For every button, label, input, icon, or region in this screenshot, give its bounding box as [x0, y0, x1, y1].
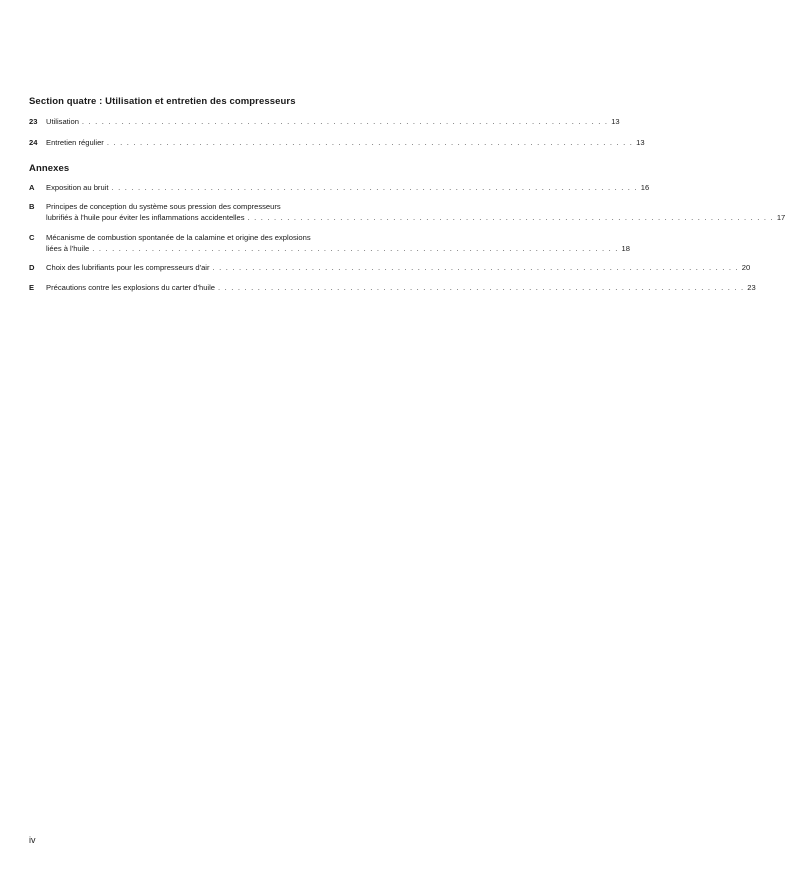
entry-page: 18 [621, 244, 630, 253]
entry-number: 24 [29, 138, 38, 147]
entry-title: Entretien régulier [46, 138, 104, 147]
entry-page: 16 [640, 183, 650, 192]
entry-title-line2: lubrifiés à l'huile pour éviter les inflammations accidentelles [46, 213, 245, 222]
entry-page: 13 [611, 117, 620, 126]
toc-entry-annex-b [29, 201, 785, 223]
toc-entry-annex-d [29, 262, 751, 273]
toc-entry-24 [29, 137, 645, 148]
entry-title: Précautions contre les explosions du carter d'huile [46, 283, 216, 292]
entry-number: C [29, 233, 35, 242]
dot-leader: . . . . . . . . . . . . . . . . . . . . . . . . . . . . . . . . . . . . . . . . . . . . . . . . . . . . . . . . . . . . . . . . . . . . . . . . . . . . . . . . [92, 244, 619, 253]
entry-number: E [29, 283, 35, 292]
entry-title: Utilisation [46, 117, 79, 126]
entry-title: Exposition au bruit [46, 183, 109, 192]
entry-title-line1: Mécanisme de combustion spontanée de la calamine et origine des explosions [46, 233, 311, 242]
annexes-heading: Annexes [29, 163, 70, 174]
dot-leader: . . . . . . . . . . . . . . . . . . . . . . . . . . . . . . . . . . . . . . . . . . . . . . . . . . . . . . . . . . . . . . . . . . . . . . . . . . . . . . . . [106, 138, 634, 147]
dot-leader: . . . . . . . . . . . . . . . . . . . . . . . . . . . . . . . . . . . . . . . . . . . . . . . . . . . . . . . . . . . . . . . . . . . . . . . . . . . . . . . . [81, 117, 609, 126]
toc-entry-annex-c [29, 232, 630, 254]
entry-number: 23 [29, 117, 38, 126]
dot-leader: . . . . . . . . . . . . . . . . . . . . . . . . . . . . . . . . . . . . . . . . . . . . . . . . . . . . . . . . . . . . . . . . . . . . . . . . . . . . . . . . [111, 183, 638, 192]
entry-title-line2: liées à l'huile [46, 244, 90, 253]
dot-leader: . . . . . . . . . . . . . . . . . . . . . . . . . . . . . . . . . . . . . . . . . . . . . . . . . . . . . . . . . . . . . . . . . . . . . . . . . . . . . . . . [218, 283, 745, 292]
toc-entry-annex-a [29, 182, 650, 193]
entry-page: 23 [747, 283, 756, 292]
toc-entry-annex-e [29, 282, 756, 293]
section-heading: Section quatre : Utilisation et entretien des compresseurs [29, 96, 296, 107]
entry-page: 17 [776, 213, 785, 222]
entry-number: A [29, 183, 35, 192]
entry-page: 20 [741, 263, 751, 272]
dot-leader: . . . . . . . . . . . . . . . . . . . . . . . . . . . . . . . . . . . . . . . . . . . . . . . . . . . . . . . . . . . . . . . . . . . . . . . . . . . . . . . . [247, 213, 774, 222]
dot-leader: . . . . . . . . . . . . . . . . . . . . . . . . . . . . . . . . . . . . . . . . . . . . . . . . . . . . . . . . . . . . . . . . . . . . . . . . . . . . . . . . [212, 263, 739, 272]
page-number: iv [29, 835, 36, 845]
toc-entry-23 [29, 116, 620, 127]
entry-number: D [29, 263, 35, 272]
entry-number: B [29, 202, 35, 211]
entry-page: 13 [636, 138, 645, 147]
entry-title: Choix des lubrifiants pour les compresseurs d'air [46, 263, 210, 272]
entry-title-line1: Principes de conception du système sous pression des compresseurs [46, 202, 281, 211]
